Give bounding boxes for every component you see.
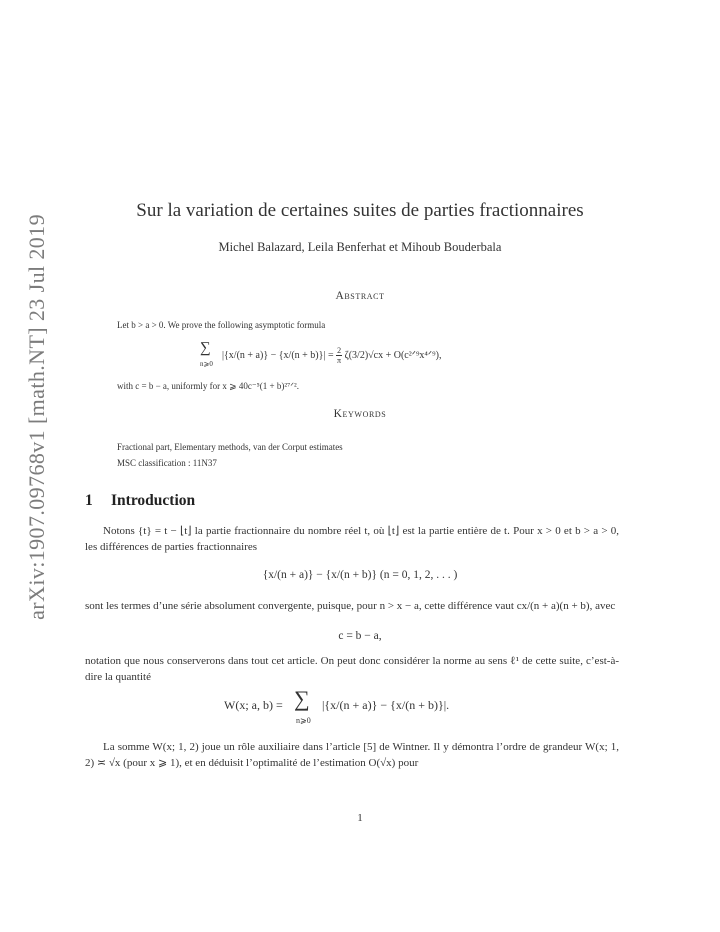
msc-line: MSC classification : 11N37 bbox=[117, 458, 217, 468]
section-heading bbox=[85, 492, 195, 510]
paragraph-3: notation que nous conserverons dans tout cet article. On peut donc considérer la norme au sens ℓ¹ de cette suite, c’est-à-dire la quantité bbox=[85, 655, 619, 683]
formula-fraction: $\frac{2}{\pi}$ bbox=[337, 346, 342, 365]
formula-lhs: |{x/(n + a)} − {x/(n + b)}| = bbox=[222, 349, 334, 361]
section-title: Introduction bbox=[111, 492, 196, 509]
paragraph-4: La somme W(x; 1, 2) joue un rôle auxiliaire dans l’article [5] de Wintner. Il y démontra l’ordre de grandeur W(x; 1, 2) ≍ √x (pour x ⩾ 1), et en déduisit l’optimalité de l’estimation O(√x) pour bbox=[85, 741, 619, 769]
equation-3-rhs: |{x/(n + a)} − {x/(n + b)}|. bbox=[322, 698, 450, 712]
equation-2: c = b − a, bbox=[338, 630, 382, 642]
keywords-heading: Keywords bbox=[333, 408, 387, 420]
equation-3-lhs: W(x; a, b) = bbox=[224, 698, 283, 712]
paragraph-2: sont les termes d’une série absolument convergente, puisque, pour n > x − a, cette différence vaut cx/(n + a)(n + b), avec bbox=[85, 600, 616, 612]
sum-subscript: n⩾0 bbox=[200, 360, 213, 368]
paragraph-1: Notons {t} = t − ⌊t⌋ la partie fractionnaire du nombre réel t, où ⌊t⌋ est la partie entière de t. Pour x > 0 et b > a > 0, les différences de parties fractionnaires bbox=[85, 525, 619, 553]
abstract-heading: Abstract bbox=[335, 290, 385, 302]
arxiv-identifier: arXiv:1907.09768v1 [math.NT] 23 Jul 2019 bbox=[24, 214, 49, 620]
equation-1: {x/(n + a)} − {x/(n + b)} (n = 0, 1, 2, . . . ) bbox=[262, 569, 458, 581]
page-number: 1 bbox=[357, 812, 363, 824]
sum-sign: ∑ bbox=[200, 340, 211, 356]
sum-sign: ∑ bbox=[294, 686, 310, 711]
section-number: 1 bbox=[85, 492, 93, 509]
paper-title: Sur la variation de certaines suites de parties fractionnaires bbox=[136, 200, 584, 221]
abstract-formula bbox=[190, 340, 590, 370]
paper-authors: Michel Balazard, Leila Benferhat et Mihoub Bouderbala bbox=[218, 240, 502, 254]
abstract-trail: with c = b − a, uniformly for x ⩾ 40c⁻⁵(1 + b)²⁷ᐟ². bbox=[117, 381, 299, 391]
sum-subscript: n⩾0 bbox=[296, 716, 311, 725]
abstract-lead: Let b > a > 0. We prove the following asymptotic formula bbox=[117, 320, 326, 330]
keywords-line: Fractional part, Elementary methods, van der Corput estimates bbox=[117, 442, 343, 452]
equation-3 bbox=[224, 686, 624, 726]
formula-rhs: ζ(3/2)√cx + O(c²ᐟ⁹x⁴ᐟ⁹), bbox=[344, 349, 442, 361]
